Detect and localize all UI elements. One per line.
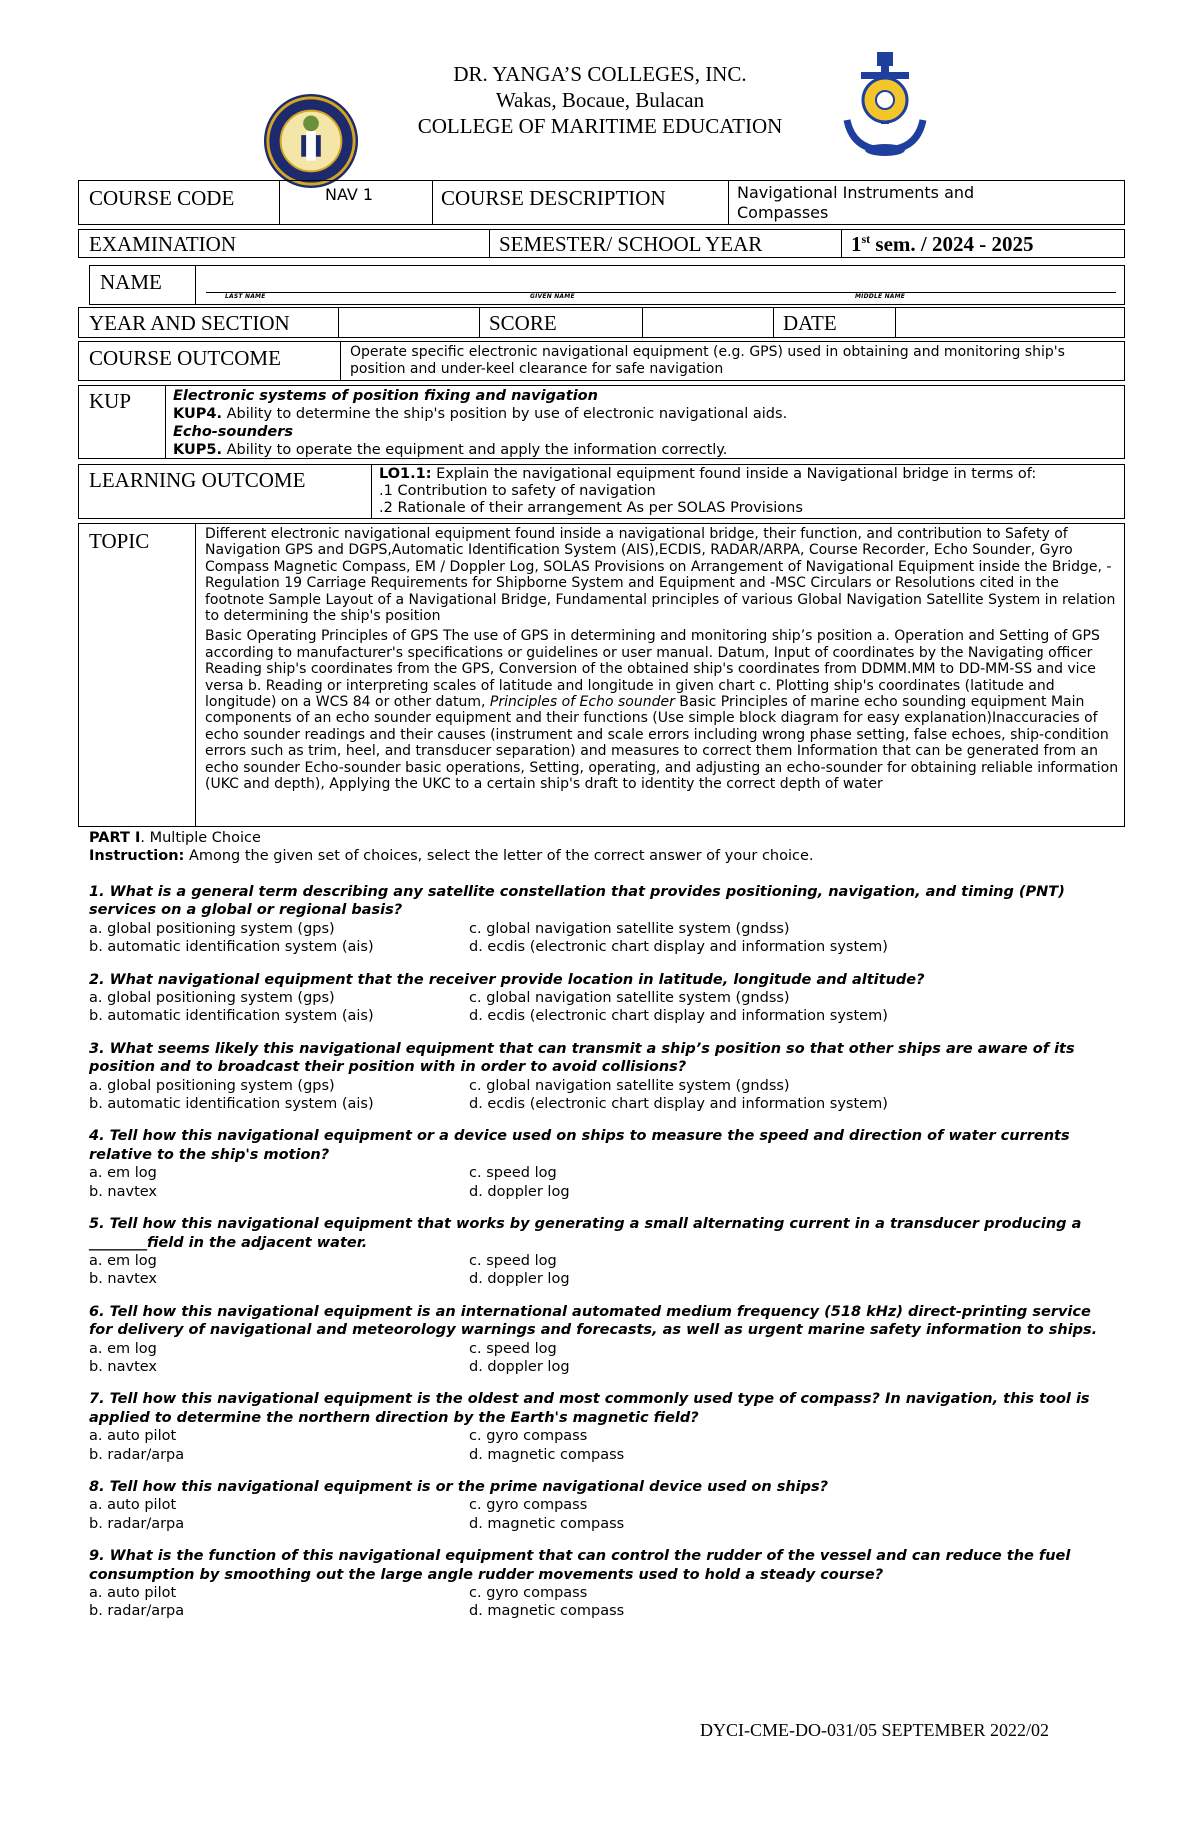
choice-c[interactable]: c. global navigation satellite system (gndss) (469, 920, 790, 937)
kup-row (78, 385, 1125, 459)
choice-b[interactable]: b. automatic identification system (ais) (89, 939, 374, 956)
choice-a[interactable]: a. em log (89, 1340, 157, 1357)
choice-a[interactable]: a. em log (89, 1252, 157, 1269)
document-footer-code: DYCI-CME-DO-031/05 SEPTEMBER 2022/02 (700, 1720, 1050, 1740)
instruction-text: Instruction: Among the given set of choices, select the letter of the correct answer of your choice. (89, 848, 814, 864)
choice-c[interactable]: c. speed log (469, 1165, 557, 1182)
course-outcome-label: COURSE OUTCOME (89, 346, 281, 370)
choice-d[interactable]: d. magnetic compass (469, 1515, 625, 1532)
topic-text (205, 526, 1120, 793)
choice-a[interactable]: a. global positioning system (gps) (89, 990, 335, 1007)
course-description-value: Navigational Instruments and Compasses (737, 183, 975, 222)
answer-choices (89, 1584, 1119, 1621)
course-description-label: COURSE DESCRIPTION (441, 186, 666, 210)
question-item (89, 1040, 1119, 1114)
question-list (89, 883, 1119, 1621)
question-text: 8. Tell how this navigational equipment is or the prime navigational device used on ships? (89, 1478, 829, 1495)
answer-choices (89, 1252, 1119, 1289)
question-text: 6. Tell how this navigational equipment is an international automated medium frequency (518 kHz) direct-printing service for delivery of navigational and meteorology warnings and forecasts, as well as urgent marine safety information to ships. (89, 1303, 1098, 1339)
answer-choices (89, 1427, 1119, 1464)
college-name: COLLEGE OF MARITIME EDUCATION (417, 114, 783, 138)
answer-choices (89, 920, 1119, 957)
choice-b[interactable]: b. navtex (89, 1183, 158, 1200)
choice-b[interactable]: b. automatic identification system (ais) (89, 1008, 374, 1025)
course-code-value: NAV 1 (325, 185, 374, 204)
learning-outcome-row (78, 464, 1125, 519)
course-outcome-row (78, 341, 1125, 381)
answer-choices (89, 1340, 1119, 1377)
choice-d[interactable]: d. ecdis (electronic chart display and information system) (469, 939, 888, 956)
answer-choices (89, 989, 1119, 1026)
answer-choices (89, 1164, 1119, 1201)
choice-a[interactable]: a. auto pilot (89, 1428, 177, 1445)
choice-a[interactable]: a. auto pilot (89, 1497, 177, 1514)
given-name-caption: GIVEN NAME (530, 293, 575, 300)
part-heading: PART I. Multiple Choice (89, 830, 261, 846)
name-input-line[interactable] (206, 292, 1116, 293)
course-code-label: COURSE CODE (89, 186, 235, 210)
year-section-label: YEAR AND SECTION (89, 311, 290, 335)
question-text: 5. Tell how this navigational equipment that works by generating a small alternating current in a transducer producing a ________field in the adjacent water. (89, 1216, 1082, 1251)
question-item (89, 1478, 1119, 1533)
choice-b[interactable]: b. navtex (89, 1358, 158, 1375)
choice-d[interactable]: d. doppler log (469, 1183, 570, 1200)
choice-b[interactable]: b. navtex (89, 1271, 158, 1288)
question-item (89, 1547, 1119, 1621)
document-header (0, 50, 1200, 170)
choice-d[interactable]: d. magnetic compass (469, 1603, 625, 1620)
question-item (89, 971, 1119, 1026)
choice-a[interactable]: a. global positioning system (gps) (89, 920, 335, 937)
choice-b[interactable]: b. radar/arpa (89, 1446, 185, 1463)
choice-a[interactable]: a. global positioning system (gps) (89, 1077, 335, 1094)
learning-outcome-label: LEARNING OUTCOME (89, 468, 306, 492)
question-item (89, 1127, 1119, 1201)
answer-choices (89, 1496, 1119, 1533)
choice-c[interactable]: c. global navigation satellite system (gndss) (469, 990, 790, 1007)
choice-c[interactable]: c. gyro compass (469, 1585, 588, 1601)
questions-section (89, 829, 1119, 1635)
school-name: DR. YANGA’S COLLEGES, INC. (453, 62, 747, 86)
choice-b[interactable]: b. automatic identification system (ais) (89, 1096, 374, 1113)
question-text: 9. What is the function of this navigational equipment that can control the rudder of the vessel and can reduce the fuel consumption by smoothing out the large angle rudder movements used to hold a steady course? (89, 1548, 1071, 1583)
school-address: Wakas, Bocaue, Bulacan (495, 88, 705, 112)
course-outcome-text: Operate specific electronic navigational equipment (e.g. GPS) used in obtaining and monitoring ship's position and under-keel clearance for safe navigation (350, 344, 1065, 377)
choice-a[interactable]: a. em log (89, 1165, 157, 1182)
topic-paragraph-2: Basic Operating Principles of GPS The use of GPS in determining and monitoring ship’s position a. Operation and Setting of GPS according to manufacturer's specifications or guidelines or user manual. Datum, Input of coordinates by the Navigating officer Reading ship's coordinates from the GPS, Conversion of the obtained ship's coordinates from DDMM.MM to DD-MM-SS and vice versa b. Reading or interpreting scales of latitude and longitude in given chart c. Plotting ship's coordinates (latitude and longitude) on a WCS 84 or other datum, Principles of Echo sounder Basic Principles of marine echo sounding equipment Main components of an echo sounder equipment and their functions (Use simple block diagram for easy explanation)Inaccuracies of echo sounder readings and their causes (instrument and scale errors including wrong phase setting, false echoes, ship-condition errors such as trim, heel, and transducer separation) and measures to correct them Information that can be generated from an echo sounder Echo-sounder basic operations, Setting, operating, and adjusting an echo-sounder for obtaining reliable information (UKC and depth), Applying the UKC to a certain ship's draft to identity the correct depth of water (205, 628, 1119, 793)
name-row (89, 265, 1125, 305)
topic-paragraph-1: Different electronic navigational equipment found inside a navigational bridge, their function, and contribution to Safety of Navigation GPS and DGPS,Automatic Identification System (AIS),ECDIS, RADAR/ARPA, Course Recorder, Echo Sounder, Gyro Compass Magnetic Compass, EM / Doppler Log, SOLAS Provisions on Arrangement of Navigational Equipment inside the Bridge, -Regulation 19 Carriage Requirements for Shipborne System and Equipment and -MSC Circulars or Resolutions cited in the footnote Sample Layout of a Navigational Bridge, Fundamental principles of various Global Navigation Satellite System in relation to determining the ship's position (205, 526, 1116, 625)
choice-b[interactable]: b. radar/arpa (89, 1603, 185, 1620)
choice-d[interactable]: d. doppler log (469, 1358, 570, 1375)
date-label: DATE (783, 311, 837, 335)
question-text: 3. What seems likely this navigational equipment that can transmit a ship’s position so that other ships are aware of its position and to broadcast their position with in order to avoid collisions? (89, 1040, 1075, 1076)
answer-choices (89, 1077, 1119, 1114)
question-text: 4. Tell how this navigational equipment or a device used on ships to measure the speed and direction of water currents relative to the ship's motion? (89, 1128, 1070, 1163)
topic-label: TOPIC (89, 529, 150, 553)
choice-c[interactable]: c. speed log (469, 1252, 557, 1269)
choice-b[interactable]: b. radar/arpa (89, 1515, 185, 1532)
choice-c[interactable]: c. speed log (469, 1340, 557, 1357)
semester-label: SEMESTER/ SCHOOL YEAR (499, 232, 763, 256)
choice-d[interactable]: d. doppler log (469, 1271, 570, 1288)
choice-d[interactable]: d. ecdis (electronic chart display and information system) (469, 1096, 888, 1113)
kup-label: KUP (89, 389, 132, 413)
question-item (89, 883, 1119, 957)
semester-value: 1st sem. / 2024 - 2025 (851, 232, 1034, 256)
maritime-anchor-logo-icon (839, 50, 931, 162)
course-code-row (78, 180, 1125, 225)
question-text: 2. What navigational equipment that the receiver provide location in latitude, longitude and altitude? (89, 971, 925, 988)
topic-row (78, 523, 1125, 827)
choice-c[interactable]: c. gyro compass (469, 1497, 588, 1514)
choice-c[interactable]: c. global navigation satellite system (gndss) (469, 1077, 790, 1094)
choice-d[interactable]: d. magnetic compass (469, 1446, 625, 1463)
year-section-row (78, 307, 1125, 338)
score-label: SCORE (489, 311, 557, 335)
learning-outcome-text: LO1.1: Explain the navigational equipment found inside a Navigational bridge in terms of: .1 Contribution to safety of navigation .2 Rationale of their arrangement As per SOLAS Provisions (379, 466, 1037, 516)
question-item (89, 1303, 1119, 1377)
name-label: NAME (100, 270, 162, 294)
choice-c[interactable]: c. gyro compass (469, 1428, 588, 1445)
examination-label: EXAMINATION (89, 232, 236, 256)
question-item (89, 1215, 1119, 1289)
middle-name-caption: MIDDLE NAME (855, 293, 906, 300)
question-text: 1. What is a general term describing any satellite constellation that provides positioning, navigation, and timing (PNT) services on a global or regional basis? (89, 884, 1065, 919)
last-name-caption: LAST NAME (225, 293, 266, 300)
question-item (89, 1390, 1119, 1464)
question-text: 7. Tell how this navigational equipment is the oldest and most commonly used type of compass? In navigation, this tool is applied to determine the northern direction by the Earth's magnetic field? (89, 1391, 1090, 1426)
kup-text: Electronic systems of position fixing and navigation KUP4. Ability to determine the ship's position by use of electronic navigational aids. Echo-sounders KUP5. Ability to operate the equipment and apply the information correctly. (173, 388, 788, 458)
examination-row (78, 229, 1125, 258)
choice-a[interactable]: a. auto pilot (89, 1585, 177, 1601)
choice-d[interactable]: d. ecdis (electronic chart display and information system) (469, 1008, 888, 1025)
